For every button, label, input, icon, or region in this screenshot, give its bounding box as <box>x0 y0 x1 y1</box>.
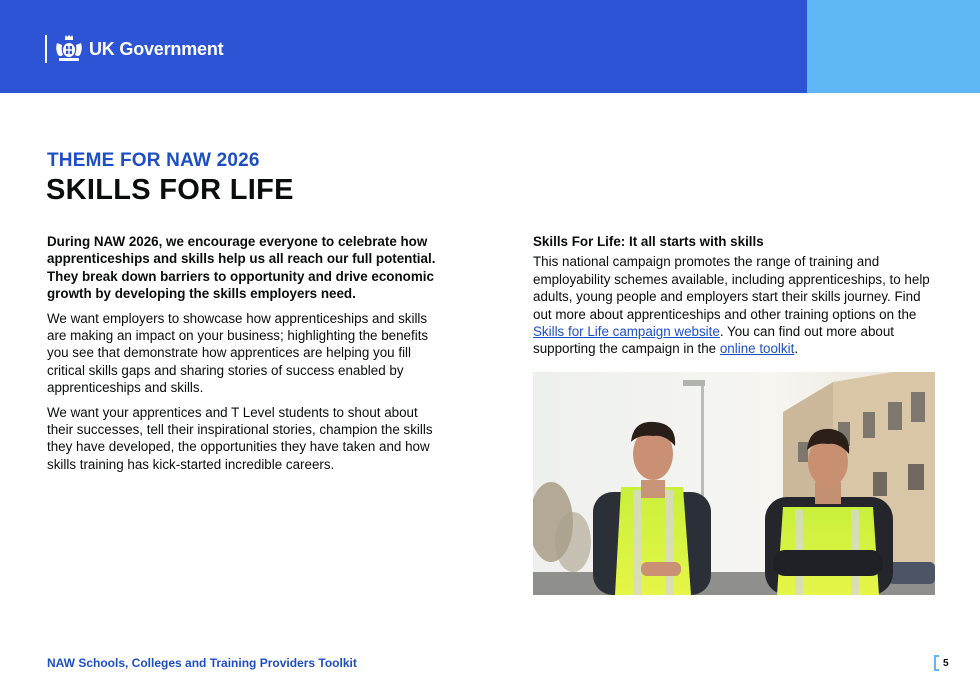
campaign-text-1: This national campaign promotes the range of training and employability schemes available, including apprenticeships, to help adults, young people and employers start their skills journey. Find out more about apprenticeships and other training options on the <box>533 254 930 322</box>
lead-paragraph: During NAW 2026, we encourage everyone to celebrate how apprenticeships and skills help us all reach our full potential. They break down barriers to opportunity and drive economic growth by developing the skills employers need. <box>47 234 436 302</box>
page-bracket-icon <box>934 655 939 671</box>
online-toolkit-link[interactable]: online toolkit <box>719 341 795 357</box>
employers-paragraph: We want employers to showcase how apprenticeships and skills are making an impact on your business; highlighting the benefits you see that demonstrate how apprentices are helping you fill critical skills gaps and sharing stories of success enabled by apprenticeships and skills. <box>47 310 429 396</box>
logo-divider <box>45 35 47 63</box>
skills-for-life-link[interactable]: Skills for Life campaign website <box>533 324 720 340</box>
right-column <box>533 233 935 358</box>
apprentices-paragraph: We want your apprentices and T Level students to shout about their successes, tell their inspirational stories, champion the skills they have developed, the opportunities they have taken and how skills training has kick-started incredible careers. <box>47 404 433 472</box>
page-number <box>934 655 949 671</box>
theme-kicker: THEME FOR NAW 2026 <box>47 150 260 171</box>
campaign-paragraph <box>533 253 935 357</box>
left-column <box>47 233 447 480</box>
campaign-text-3: . <box>794 341 799 357</box>
uk-government-logo <box>45 34 223 64</box>
campaign-text-2: . You can find out more about supporting the campaign in the <box>533 324 895 357</box>
logo-text: UK Government <box>89 38 224 59</box>
page-title: SKILLS FOR LIFE <box>46 174 294 206</box>
page-number-value: 5 <box>943 657 949 669</box>
footer-toolkit-title: NAW Schools, Colleges and Training Providers Toolkit <box>47 656 357 670</box>
header-accent-block <box>807 0 980 93</box>
photo-illustration <box>533 372 935 595</box>
campaign-heading: Skills For Life: It all starts with skills <box>533 234 764 249</box>
royal-crest-icon <box>53 35 85 63</box>
apprentices-photo <box>533 372 935 595</box>
